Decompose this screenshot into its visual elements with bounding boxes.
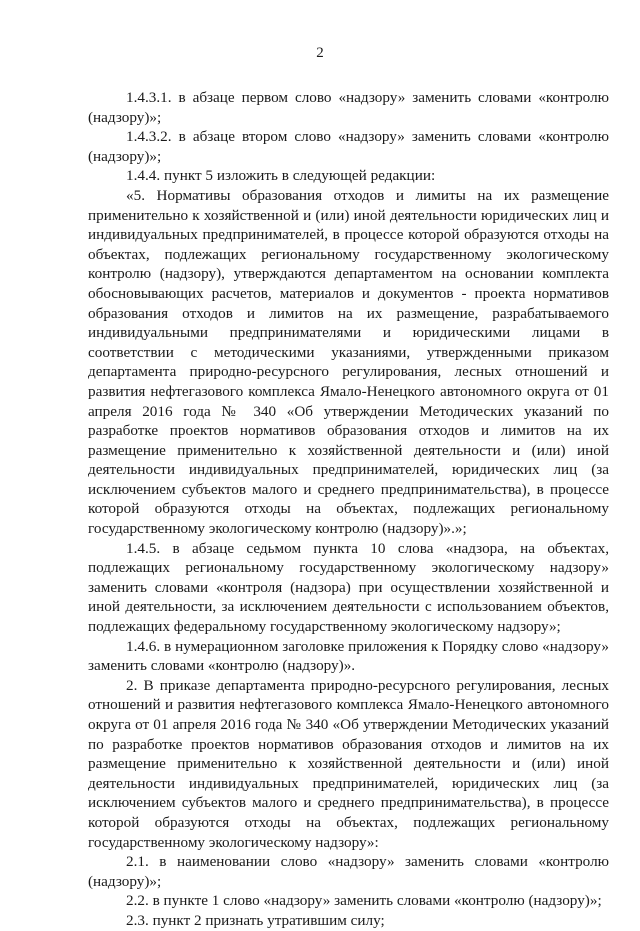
paragraph-1-4-5: 1.4.5. в абзаце седьмом пункта 10 слова «надзора, на объектах, подлежащих региональному государственному экологическому надзору» заменить словами «контроля (надзора) при осуществлении хозяйственной и иной деятельности, за исключением деятельности с использованием объектов, подлежащих федеральному государственному экологическому надзору»; xyxy=(88,539,609,636)
paragraph-1-4-3-1: 1.4.3.1. в абзаце первом слово «надзору» заменить словами «контролю (надзору)»; xyxy=(88,89,609,126)
paragraph-2-2: 2.2. в пункте 1 слово «надзору» заменить словами «контролю (надзору)»; xyxy=(126,892,602,910)
paragraph-1-4-3-2: 1.4.3.2. в абзаце втором слово «надзору» заменить словами «контролю (надзору)»; xyxy=(88,128,609,165)
paragraph-1-4-4: 1.4.4. пункт 5 изложить в следующей редакции: xyxy=(126,167,436,185)
paragraph-2-1: 2.1. в наименовании слово «надзору» заменить словами «контролю (надзору)»; xyxy=(88,853,609,890)
paragraph-2: 2. В приказе департамента природно-ресурсного регулирования, лесных отношений и развития нефтегазового комплекса Ямало-Ненецкого автономного округа от 01 апреля 2016 года № 340 «Об утверждении Методических указаний по разработке проектов нормативов образования отходов и лимитов на их размещение применительно к хозяйственной деятельности и (или) иной деятельности индивидуальных предпринимателей, юридических лиц (за исключением субъектов малого и среднего предпринимательства), в процессе которой образуются отходы на объектах, подлежащих региональному государственному экологическому надзору»: xyxy=(88,676,609,851)
page-number: 2 xyxy=(316,45,324,61)
paragraph-quoted-item-5: «5. Нормативы образования отходов и лимиты на их размещение применительно к хозяйственной и (или) иной деятельности юридических лиц и индивидуальных предпринимателей, в процессе которой образуются отходы на объектах, подлежащих региональному государственному экологическому контролю (надзору), утверждаются департаментом на основании комплекта обосновывающих расчетов, материалов и документов - проекта нормативов образования отходов и лимитов на их размещение, разрабатываемого индивидуальными предпринимателями и юридическими лицами в соответствии с методическими указаниями, утвержденными приказом департамента природно-ресурсного регулирования, лесных отношений и развития нефтегазового комплекса Ямало-Ненецкого автономного округа от 01 апреля 2016 года № 340 «Об утверждении Методических указаний по разработке проектов нормативов образования отходов и лимитов на их размещение применительно к хозяйственной деятельности и (или) иной деятельности индивидуальных предпринимателей, юридических лиц (за исключением субъектов малого и среднего предпринимательства), в процессе которой образуются отходы на объектах, подлежащих региональному государственному экологическому контролю (надзору)».»; xyxy=(88,186,609,538)
document-body xyxy=(88,88,609,931)
paragraph-1-4-6: 1.4.6. в нумерационном заголовке приложения к Порядку слово «надзору» заменить словами «контролю (надзору)». xyxy=(88,637,609,675)
paragraph-2-3: 2.3. пункт 2 признать утратившим силу; xyxy=(126,911,385,929)
